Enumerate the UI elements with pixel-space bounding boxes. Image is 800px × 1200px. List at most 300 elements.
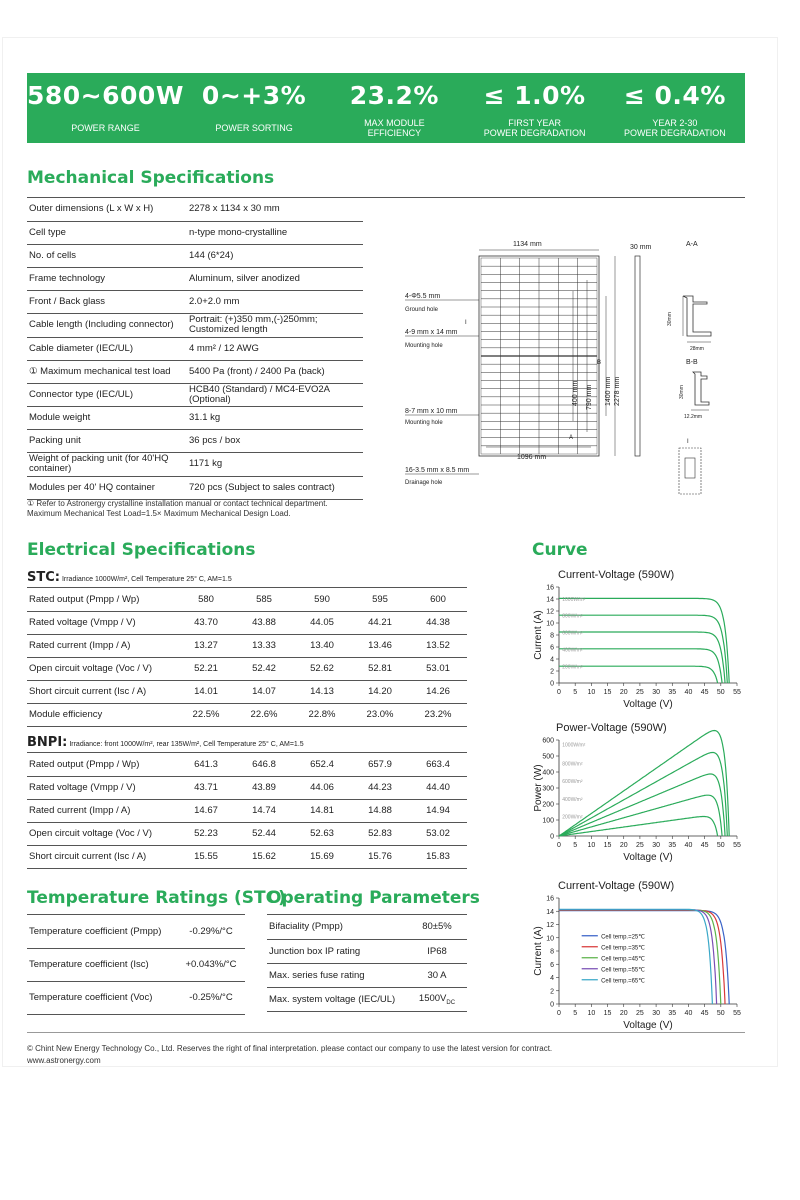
series-label: 800W/m² [562, 761, 583, 768]
y-tick-label: 8 [550, 948, 554, 956]
electrical-row [27, 776, 467, 799]
module-drawing [401, 236, 741, 486]
row-value: 13.46 [351, 634, 409, 657]
section-a-height: 30mm [667, 312, 673, 326]
electrical-row [27, 799, 467, 822]
mechanical-table [27, 198, 363, 500]
spec-value: 1171 kg [187, 452, 363, 476]
row-value: 23.2% [409, 703, 467, 726]
x-tick-label: 25 [636, 1010, 644, 1017]
kpi-efficiency [324, 73, 464, 143]
x-tick-label: 35 [668, 1010, 677, 1017]
param-value [407, 963, 467, 987]
param-value-text: 30 A [427, 969, 447, 981]
row-value: 53.02 [409, 822, 467, 845]
row-value: 14.67 [177, 799, 235, 822]
temperature-table [27, 915, 245, 1015]
pv-irradiance-chart [531, 736, 743, 866]
series-line [559, 598, 729, 683]
y-tick-label: 300 [542, 785, 554, 793]
x-tick-label: 50 [716, 1010, 725, 1017]
x-tick-label: 45 [700, 689, 709, 696]
kpi-value: 580~600W [27, 81, 184, 110]
dim-2278: 2278 mm [614, 376, 621, 406]
spec-label: Cable diameter (IEC/UL) [27, 337, 187, 360]
param-value [177, 981, 245, 1014]
x-tick-label: 10 [587, 689, 596, 696]
spec-label: Cable length (Including connector) [27, 313, 187, 337]
x-tick-label: 55 [733, 689, 741, 696]
series-line [559, 666, 718, 683]
series-label: 600W/m² [562, 779, 583, 786]
detail-i-label: I [687, 439, 689, 445]
bnpi-condition-text: Irradiance: front 1000W/m², rear 135W/m², Cell Temperature 25° C, AM=1.5 [69, 741, 304, 748]
kpi-annual-degradation [605, 73, 745, 143]
x-tick-label: 5 [573, 689, 578, 696]
row-value: 14.01 [177, 680, 235, 703]
row-value: 15.83 [409, 845, 467, 868]
series-label: 200W/m² [562, 664, 583, 671]
dim-790: 790 mm [586, 384, 593, 410]
param-value-text: +0.043%/°C [185, 959, 237, 970]
row-value: 22.5% [177, 703, 235, 726]
x-axis-label: Voltage (V) [623, 699, 673, 710]
x-tick-label: 25 [636, 842, 644, 849]
series-label: 1000W/m² [562, 742, 586, 749]
kpi-power-range [27, 73, 184, 143]
kpi-label: POWER RANGE [71, 123, 140, 133]
param-value [407, 939, 467, 963]
kpi-label: YEAR 2-30 [652, 118, 698, 128]
y-axis-label: Current (A) [533, 610, 544, 660]
row-value: 646.8 [235, 753, 293, 776]
mechanical-row [27, 406, 363, 429]
row-label: Rated output (Pmpp / Wp) [27, 753, 177, 776]
kpi-value: 0~+3% [201, 81, 307, 110]
x-tick-label: 30 [652, 1010, 660, 1017]
row-value: 53.01 [409, 657, 467, 680]
x-tick-label: 30 [652, 689, 660, 696]
chart-1-title: Current-Voltage (590W) [558, 569, 675, 581]
row-value: 14.20 [351, 680, 409, 703]
spec-label: Frame technology [27, 267, 187, 290]
row-value: 657.9 [351, 753, 409, 776]
dim-1400: 1400 mm [605, 376, 612, 406]
stc-head: STC: [27, 570, 60, 585]
row-value: 52.23 [177, 822, 235, 845]
x-tick-label: 45 [700, 842, 709, 849]
mechanical-row [27, 429, 363, 452]
mechanical-row [27, 452, 363, 476]
mechanical-row [27, 198, 363, 221]
section-a-width: 28mm [690, 346, 704, 352]
row-value: 52.44 [235, 822, 293, 845]
param-row [267, 939, 467, 963]
y-tick-label: 0 [550, 1001, 554, 1009]
electrical-row [27, 680, 467, 703]
bnpi-conditions [27, 735, 304, 750]
series-label: 400W/m² [562, 647, 583, 654]
ground-hole-size: 4-Φ5.5 mm [405, 293, 441, 300]
row-label: Rated voltage (Vmpp / V) [27, 776, 177, 799]
param-value-text: -0.25%/°C [189, 992, 233, 1003]
y-tick-label: 4 [550, 975, 554, 982]
legend-label: Cell temp.=65℃ [601, 978, 646, 985]
row-value: 43.70 [177, 611, 235, 634]
kpi-value: ≤ 1.0% [483, 81, 586, 110]
spec-value: 31.1 kg [187, 406, 363, 429]
mount1-size: 4-9 mm x 14 mm [405, 329, 458, 336]
electrical-row [27, 588, 467, 611]
y-tick-label: 200 [542, 801, 554, 809]
mechanical-row [27, 383, 363, 406]
spec-value: 720 pcs (Subject to sales contract) [187, 476, 363, 499]
iv-temperature-chart [531, 894, 743, 1034]
series-label: 1000W/m² [562, 596, 586, 603]
x-tick-label: 5 [573, 1010, 578, 1017]
mount2-label: Mounting hole [405, 420, 443, 426]
y-tick-label: 14 [546, 596, 554, 604]
x-tick-label: 15 [603, 1010, 612, 1017]
legend-label: Cell temp.=55℃ [601, 967, 646, 974]
ground-hole-label: Ground hole [405, 307, 439, 313]
kpi-label: MAX MODULE [364, 118, 425, 128]
y-tick-label: 400 [542, 769, 554, 777]
row-label: Rated current (Impp / A) [27, 634, 177, 657]
x-tick-label: 5 [573, 842, 578, 849]
spec-label: No. of cells [27, 244, 187, 267]
param-label: Temperature coefficient (Pmpp) [27, 915, 177, 948]
section-b-width: 12.2mm [684, 414, 703, 420]
electrical-title: Electrical Specifications [27, 540, 256, 560]
mechanical-row [27, 244, 363, 267]
y-tick-label: 16 [546, 584, 554, 592]
mechanical-row [27, 337, 363, 360]
x-tick-label: 40 [684, 689, 693, 696]
kpi-label-2: POWER DEGRADATION [623, 128, 726, 138]
row-value: 52.83 [351, 822, 409, 845]
row-value: 15.62 [235, 845, 293, 868]
row-label: Open circuit voltage (Voc / V) [27, 822, 177, 845]
row-value: 44.40 [409, 776, 467, 799]
x-tick-label: 35 [668, 842, 677, 849]
y-tick-label: 6 [550, 961, 554, 969]
row-value: 15.76 [351, 845, 409, 868]
detail-i-marker: I [465, 320, 467, 326]
row-value: 15.55 [177, 845, 235, 868]
y-tick-label: 100 [542, 817, 554, 825]
x-tick-label: 20 [619, 842, 628, 849]
row-value: 14.26 [409, 680, 467, 703]
row-value: 52.21 [177, 657, 235, 680]
row-label: Module efficiency [27, 703, 177, 726]
x-tick-label: 10 [587, 842, 596, 849]
row-value: 13.52 [409, 634, 467, 657]
temperature-title: Temperature Ratings (STC) [27, 888, 286, 908]
param-value [177, 915, 245, 948]
y-tick-label: 10 [546, 620, 554, 628]
y-tick-label: 14 [546, 908, 554, 916]
x-tick-label: 25 [636, 689, 644, 696]
spec-value: 144 (6*24) [187, 244, 363, 267]
spec-label: Cell type [27, 221, 187, 244]
x-tick-label: 20 [619, 689, 628, 696]
x-tick-label: 20 [619, 1010, 628, 1017]
footnote-2: Maximum Mechanical Test Load=1.5× Maximum Mechanical Design Load. [27, 509, 291, 518]
mechanical-title: Mechanical Specifications [27, 168, 275, 188]
series-line [559, 753, 727, 837]
row-value: 44.38 [409, 611, 467, 634]
electrical-row [27, 822, 467, 845]
param-value [407, 987, 467, 1011]
row-value: 595 [351, 588, 409, 611]
bnpi-table [27, 753, 467, 869]
spec-value: 36 pcs / box [187, 429, 363, 452]
series-label: 600W/m² [562, 630, 583, 637]
row-value: 13.27 [177, 634, 235, 657]
row-value: 14.88 [351, 799, 409, 822]
param-value [177, 948, 245, 981]
spec-value: 2278 x 1134 x 30 mm [187, 198, 363, 221]
dim-width: 1134 mm [513, 241, 542, 248]
series-line [559, 632, 725, 683]
spec-label: Packing unit [27, 429, 187, 452]
mechanical-row [27, 476, 363, 499]
operating-title: Operating Parameters [267, 888, 480, 908]
row-value: 14.07 [235, 680, 293, 703]
param-label: Junction box IP rating [267, 939, 407, 963]
kpi-banner [27, 73, 745, 143]
mount1-label: Mounting hole [405, 343, 443, 349]
footer-website: www.astronergy.com [27, 1056, 101, 1065]
x-tick-label: 45 [700, 1010, 709, 1017]
param-label: Max. system voltage (IEC/UL) [267, 987, 407, 1011]
spec-label: Connector type (IEC/UL) [27, 383, 187, 406]
drain-label: Drainage hole [405, 480, 443, 486]
drain-size: 16-3.5 mm x 8.5 mm [405, 467, 470, 474]
spec-label: Outer dimensions (L x W x H) [27, 198, 187, 221]
mechanical-row [27, 313, 363, 337]
footer-rule [27, 1032, 745, 1033]
param-row [27, 915, 245, 948]
param-value-text: IP68 [427, 945, 447, 957]
y-tick-label: 12 [546, 608, 554, 616]
kpi-value: 23.2% [349, 81, 439, 110]
row-value: 585 [235, 588, 293, 611]
electrical-row [27, 611, 467, 634]
row-value: 52.42 [235, 657, 293, 680]
row-value: 652.4 [293, 753, 351, 776]
row-label: Open circuit voltage (Voc / V) [27, 657, 177, 680]
row-value: 14.94 [409, 799, 467, 822]
x-tick-label: 50 [716, 842, 725, 849]
row-value: 590 [293, 588, 351, 611]
row-value: 22.8% [293, 703, 351, 726]
operating-table [267, 915, 467, 1012]
legend-label: Cell temp.=35℃ [601, 945, 646, 952]
row-label: Rated current (Impp / A) [27, 799, 177, 822]
y-tick-label: 10 [546, 935, 554, 943]
y-tick-label: 500 [542, 753, 554, 761]
x-tick-label: 15 [603, 842, 612, 849]
row-value: 52.81 [351, 657, 409, 680]
y-tick-label: 12 [546, 922, 554, 929]
spec-value: n-type mono-crystalline [187, 221, 363, 244]
series-label: 400W/m² [562, 796, 583, 803]
x-tick-label: 30 [652, 842, 660, 849]
section-b-height: 30mm [679, 385, 685, 399]
row-value: 13.40 [293, 634, 351, 657]
curve-title: Curve [532, 540, 588, 560]
electrical-row [27, 845, 467, 868]
x-tick-label: 50 [716, 689, 725, 696]
mechanical-row [27, 267, 363, 290]
x-tick-label: 55 [733, 842, 741, 849]
y-tick-label: 0 [550, 680, 554, 688]
x-tick-label: 35 [668, 689, 677, 696]
row-label: Short circuit current (Isc / A) [27, 680, 177, 703]
mechanical-row [27, 221, 363, 244]
row-value: 22.6% [235, 703, 293, 726]
row-value: 580 [177, 588, 235, 611]
spec-value: Portrait: (+)350 mm,(-)250mm; Customized length [187, 313, 363, 337]
stc-condition-text: Irradiance 1000W/m², Cell Temperature 25° C, AM=1.5 [61, 576, 232, 583]
electrical-row [27, 634, 467, 657]
row-value: 641.3 [177, 753, 235, 776]
row-label: Rated output (Pmpp / Wp) [27, 588, 177, 611]
dim-400: 400 mm [572, 380, 579, 406]
kpi-power-sorting [184, 73, 324, 143]
param-label: Bifaciality (Pmpp) [267, 915, 407, 939]
spec-value: Aluminum, silver anodized [187, 267, 363, 290]
row-value: 14.81 [293, 799, 351, 822]
row-label: Short circuit current (Isc / A) [27, 845, 177, 868]
y-tick-label: 8 [550, 632, 554, 640]
y-axis-label: Power (W) [533, 764, 544, 812]
row-value: 52.63 [293, 822, 351, 845]
dim-1096: 1096 mm [517, 454, 547, 461]
section-b-marker: B [597, 360, 602, 366]
x-tick-label: 40 [684, 1010, 693, 1017]
param-value-text: 1500V [418, 992, 447, 1004]
spec-value: 4 mm² / 12 AWG [187, 337, 363, 360]
row-value: 44.23 [351, 776, 409, 799]
row-value: 663.4 [409, 753, 467, 776]
row-value: 44.06 [293, 776, 351, 799]
param-row [27, 981, 245, 1014]
row-value: 44.21 [351, 611, 409, 634]
dim-thickness: 30 mm [630, 244, 652, 251]
kpi-value: ≤ 0.4% [623, 81, 726, 110]
x-tick-label: 0 [557, 1010, 561, 1017]
footnote-1: ① Refer to Astronergy crystalline installation manual or contact technical department. [27, 499, 328, 508]
x-tick-label: 55 [733, 1010, 741, 1017]
row-value: 43.88 [235, 611, 293, 634]
mount2-size: 8-7 mm x 10 mm [405, 408, 458, 415]
y-tick-label: 600 [542, 737, 554, 745]
mechanical-row [27, 290, 363, 313]
chart-3-title: Current-Voltage (590W) [558, 880, 675, 892]
electrical-row [27, 657, 467, 680]
spec-label: Modules per 40' HQ container [27, 476, 187, 499]
param-value [407, 915, 467, 939]
kpi-label-2: POWER DEGRADATION [483, 128, 586, 138]
spec-value: HCB40 (Standard) / MC4-EVO2A (Optional) [187, 383, 363, 406]
series-label: 200W/m² [562, 814, 583, 821]
mechanical-row [27, 360, 363, 383]
iv-irradiance-chart [531, 583, 743, 713]
spec-label: Front / Back glass [27, 290, 187, 313]
y-tick-label: 16 [546, 895, 554, 903]
kpi-label: FIRST YEAR [508, 118, 561, 128]
kpi-label-2: EFFICIENCY [367, 128, 422, 138]
row-value: 600 [409, 588, 467, 611]
section-aa-label: A-A [686, 241, 698, 248]
param-row [267, 987, 467, 1011]
x-tick-label: 0 [557, 689, 561, 696]
electrical-row [27, 753, 467, 776]
row-value: 44.05 [293, 611, 351, 634]
row-value: 23.0% [351, 703, 409, 726]
kpi-label: POWER SORTING [215, 123, 293, 133]
series-line [559, 774, 725, 836]
param-row [267, 963, 467, 987]
spec-label: Weight of packing unit (for 40'HQ container) [27, 452, 187, 476]
x-tick-label: 40 [684, 842, 693, 849]
param-label: Temperature coefficient (Isc) [27, 948, 177, 981]
legend-label: Cell temp.=45℃ [601, 956, 646, 963]
x-axis-label: Voltage (V) [623, 1020, 673, 1031]
y-tick-label: 4 [550, 656, 554, 664]
bnpi-head: BNPI: [27, 735, 68, 750]
stc-table [27, 588, 467, 727]
footer-copyright: © Chint New Energy Technology Co., Ltd. Reserves the right of final interpretation. please contact our company to use the latest version for contract. [27, 1044, 553, 1053]
series-label: 800W/m² [562, 613, 583, 620]
row-value: 43.71 [177, 776, 235, 799]
row-value: 52.62 [293, 657, 351, 680]
param-row [27, 948, 245, 981]
param-label: Temperature coefficient (Voc) [27, 981, 177, 1014]
row-value: 14.13 [293, 680, 351, 703]
row-value: 43.89 [235, 776, 293, 799]
row-label: Rated voltage (Vmpp / V) [27, 611, 177, 634]
chart-2-title: Power-Voltage (590W) [556, 722, 667, 734]
stc-conditions [27, 570, 232, 585]
spec-value: 2.0+2.0 mm [187, 290, 363, 313]
param-value-text: 80±5% [422, 921, 452, 933]
spec-label: Module weight [27, 406, 187, 429]
section-a-marker: A [569, 435, 574, 441]
x-tick-label: 10 [587, 1010, 596, 1017]
x-axis-label: Voltage (V) [623, 852, 673, 863]
y-tick-label: 2 [550, 988, 554, 996]
y-axis-label: Current (A) [533, 926, 544, 976]
spec-label: ① Maximum mechanical test load [27, 360, 187, 383]
electrical-row [27, 703, 467, 726]
param-label: Max. series fuse rating [267, 963, 407, 987]
y-tick-label: 0 [550, 833, 554, 841]
legend-label: Cell temp.=25℃ [601, 934, 646, 941]
row-value: 13.33 [235, 634, 293, 657]
x-tick-label: 15 [603, 689, 612, 696]
row-value: 15.69 [293, 845, 351, 868]
datasheet-page [2, 37, 778, 1067]
section-bb-label: B-B [686, 359, 698, 366]
kpi-first-year-degradation [464, 73, 604, 143]
param-value-text: -0.29%/°C [189, 925, 233, 937]
param-value-sub: DC [446, 999, 456, 1006]
x-tick-label: 0 [557, 842, 561, 849]
